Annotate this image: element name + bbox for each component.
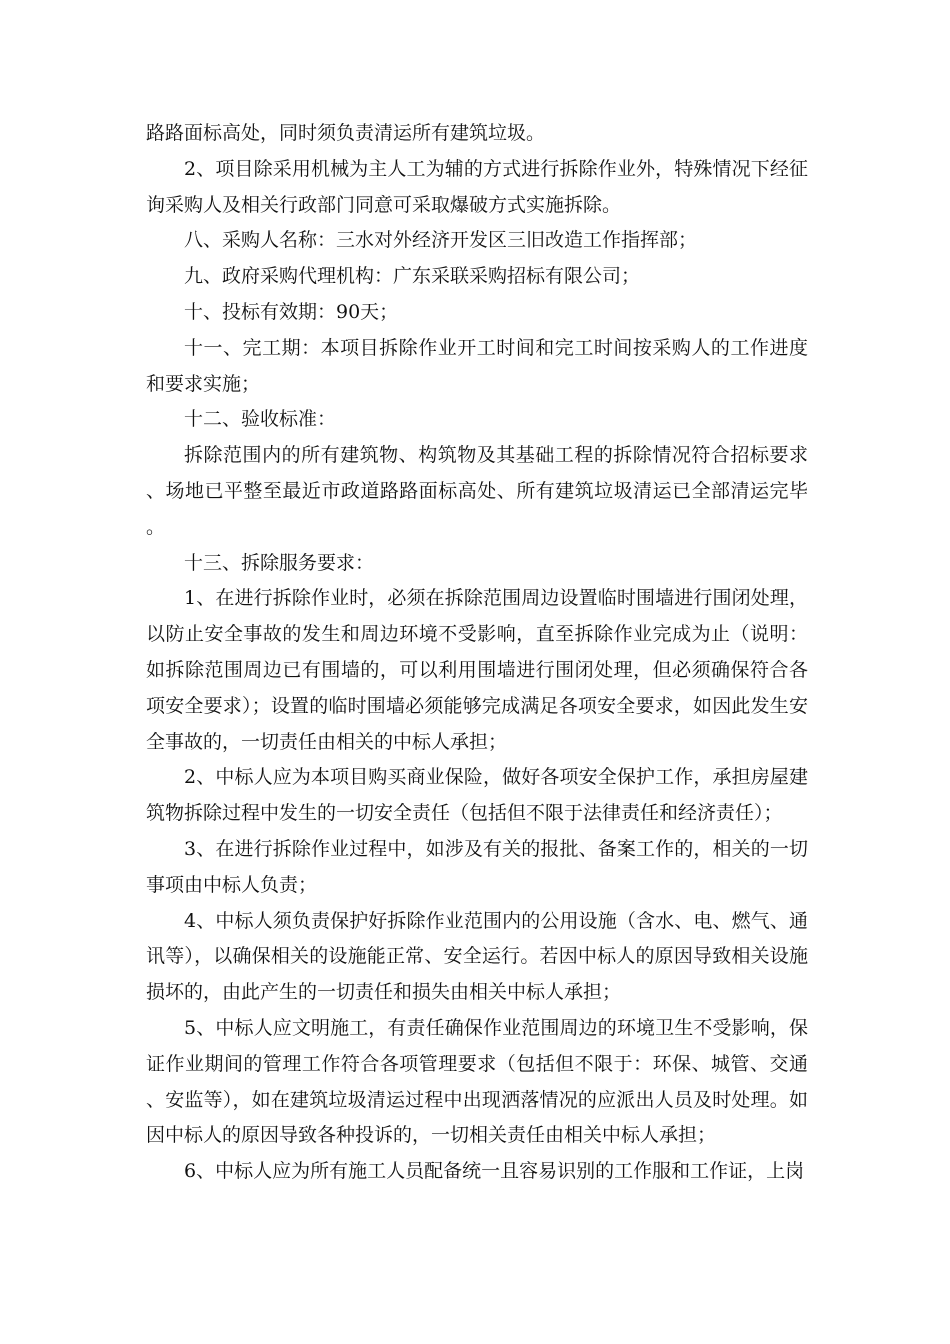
paragraph-purchaser-name: 八、采购人名称：三水对外经济开发区三旧改造工作指挥部； <box>184 229 698 252</box>
paragraph-continuation: 路路面标高处，同时须负责清运所有建筑垃圾。 <box>146 122 546 144</box>
paragraph-requirement-5: 5、中标人应文明施工，有责任确保作业范围周边的环境卫生不受影响，保证作业期间的管理工作符合各项管理要求（包括但不限于：环保、城管、交通、安监等），如在建筑垃圾清运过程中出现洒落情况的应派出人员及时处理。如因中标人的原因导致各种投诉的，一切相关责任由相关中标人承担； <box>146 1016 808 1147</box>
paragraph-requirement-3: 3、在进行拆除作业过程中，如涉及有关的报批、备案工作的，相关的一切事项由中标人负责； <box>146 837 808 896</box>
paragraph-demolition-method: 2、项目除采用机械为主人工为辅的方式进行拆除作业外，特殊情况下经征询采购人及相关行政部门同意可采取爆破方式实施拆除。 <box>146 157 808 216</box>
paragraph-requirement-4: 4、中标人须负责保护好拆除作业范围内的公用设施（含水、电、燃气、通讯等），以确保相关的设施能正常、安全运行。若因中标人的原因导致相关设施损坏的，由此产生的一切责任和损失由相关中标人承担； <box>146 909 808 1004</box>
paragraph-requirement-1: 1、在进行拆除作业时，必须在拆除范围周边设置临时围墙进行围闭处理，以防止安全事故的发生和周边环境不受影响，直至拆除作业完成为止（说明：如拆除范围周边已有围墙的，可以利用围墙进行围闭处理，但必须确保符合各项安全要求）；设置的临时围墙必须能够完成满足各项安全要求，如因此发生安全事故的，一切责任由相关的中标人承担； <box>146 587 808 753</box>
document-body <box>146 116 808 1190</box>
paragraph-bid-validity: 十、投标有效期：90天； <box>184 300 399 323</box>
paragraph-acceptance-heading: 十二、验收标准： <box>184 408 337 431</box>
paragraph-requirement-2: 2、中标人应为本项目购买商业保险，做好各项安全保护工作，承担房屋建筑物拆除过程中发生的一切安全责任（包括但不限于法律责任和经济责任）； <box>146 766 808 825</box>
paragraph-acceptance-standard: 拆除范围内的所有建筑物、构筑物及其基础工程的拆除情况符合招标要求、场地已平整至最近市政道路路面标高处、所有建筑垃圾清运已全部清运完毕。 <box>146 444 808 538</box>
paragraph-procurement-agency: 九、政府采购代理机构：广东采联采购招标有限公司； <box>184 265 641 288</box>
paragraph-completion-period: 十一、完工期：本项目拆除作业开工时间和完工时间按采购人的工作进度和要求实施； <box>146 336 808 395</box>
paragraph-requirement-6: 6、中标人应为所有施工人员配备统一且容易识别的工作服和工作证，上岗 <box>184 1160 805 1183</box>
paragraph-service-requirements-heading: 十三、拆除服务要求： <box>184 551 375 574</box>
